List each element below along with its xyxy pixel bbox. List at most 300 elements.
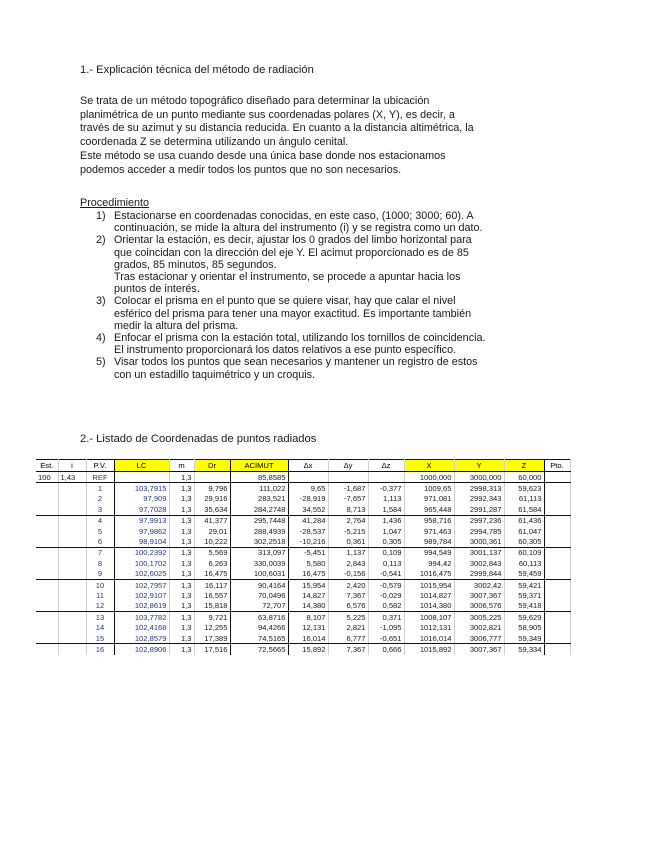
paragraph-line: través de su azimut y su distancia reducida. En cuanto a la distancia altimétrica, la bbox=[80, 122, 474, 135]
table-cell: 1012,131 bbox=[404, 622, 454, 632]
table-cell: 61,113 bbox=[504, 494, 544, 504]
column-header: Δx bbox=[288, 460, 328, 472]
table-cell: 15 bbox=[86, 633, 114, 644]
table-cell: 3002,42 bbox=[454, 579, 504, 590]
table-cell: 7,367 bbox=[328, 644, 368, 655]
table-cell bbox=[544, 579, 570, 590]
table-row bbox=[36, 536, 570, 547]
table-cell: 63,8716 bbox=[230, 612, 288, 623]
step-line: Tras estacionar y orientar el instrumento, se procede a apuntar hacia los bbox=[114, 271, 461, 284]
table-cell: 17,516 bbox=[194, 644, 230, 655]
table-cell bbox=[36, 483, 58, 494]
step-line: que coincidan con la dirección del eje Y. El acimut proporcionado es de 85 bbox=[114, 246, 469, 259]
column-header: Δz bbox=[368, 460, 404, 472]
table-cell bbox=[544, 536, 570, 547]
table-cell: 3000,361 bbox=[454, 536, 504, 547]
procedure-step-2 bbox=[96, 234, 576, 295]
table-cell: 1,3 bbox=[169, 633, 194, 644]
table-cell: 288,4939 bbox=[230, 526, 288, 536]
table-cell: 2,821 bbox=[328, 622, 368, 632]
method-description bbox=[80, 95, 580, 149]
paragraph-line: Este método se usa cuando desde una única base donde nos estacionamos bbox=[80, 150, 446, 162]
table-cell: 29,916 bbox=[194, 494, 230, 504]
table-cell: 1,3 bbox=[169, 515, 194, 526]
step-number: 3) bbox=[96, 295, 106, 308]
table-cell: -0,156 bbox=[328, 569, 368, 580]
table-row bbox=[36, 483, 570, 494]
table-cell: 103,7782 bbox=[114, 612, 169, 623]
table-cell: 16,014 bbox=[288, 633, 328, 644]
table-cell: 295,7448 bbox=[230, 515, 288, 526]
table-row bbox=[36, 558, 570, 568]
table-cell: 100,2392 bbox=[114, 547, 169, 558]
table-cell: 15,818 bbox=[194, 601, 230, 612]
procedure-step-4 bbox=[96, 332, 576, 356]
table-cell: 5,580 bbox=[288, 558, 328, 568]
table-cell bbox=[288, 472, 328, 483]
table-cell: -5,451 bbox=[288, 547, 328, 558]
table-cell: 1016,475 bbox=[404, 569, 454, 580]
step-number: 4) bbox=[96, 332, 106, 345]
table-cell: 4 bbox=[86, 515, 114, 526]
table-cell: 60,305 bbox=[504, 536, 544, 547]
table-cell: 2,843 bbox=[328, 558, 368, 568]
column-header: Z bbox=[504, 460, 544, 472]
table-cell: 13 bbox=[86, 612, 114, 623]
table-cell: 11 bbox=[86, 590, 114, 600]
table-cell: 12 bbox=[86, 601, 114, 612]
table-cell: 9,796 bbox=[194, 483, 230, 494]
table-cell: 59,371 bbox=[504, 590, 544, 600]
table-cell: 102,4168 bbox=[114, 622, 169, 632]
table-cell: 1015,892 bbox=[404, 644, 454, 655]
table-cell: 97,909 bbox=[114, 494, 169, 504]
table-cell: 1014,380 bbox=[404, 601, 454, 612]
table-cell: 0,582 bbox=[368, 601, 404, 612]
table-cell: 3007,367 bbox=[454, 644, 504, 655]
step-line: esférico del prisma para tener una mayor exactitud. Es importante también bbox=[114, 307, 472, 320]
table-cell bbox=[544, 601, 570, 612]
table-cell: -0,579 bbox=[368, 579, 404, 590]
table-cell: 0,113 bbox=[368, 558, 404, 568]
table-cell: 12,131 bbox=[288, 622, 328, 632]
table-cell: 97,9913 bbox=[114, 515, 169, 526]
table-row bbox=[36, 526, 570, 536]
table-cell bbox=[36, 504, 58, 515]
table-cell: 98,9104 bbox=[114, 536, 169, 547]
table-cell: 2,764 bbox=[328, 515, 368, 526]
step-line: con un estadillo taquimétrico y un croquis. bbox=[114, 368, 316, 381]
table-cell: -5,215 bbox=[328, 526, 368, 536]
table-cell bbox=[368, 472, 404, 483]
table-cell bbox=[58, 547, 86, 558]
table-row bbox=[36, 622, 570, 632]
table-row bbox=[36, 590, 570, 600]
table-cell: 5,225 bbox=[328, 612, 368, 623]
table-cell: -0,029 bbox=[368, 590, 404, 600]
table-cell: 1,3 bbox=[169, 536, 194, 547]
table-cell: 102,8579 bbox=[114, 633, 169, 644]
table-cell: 1015,954 bbox=[404, 579, 454, 590]
table-cell: 1,3 bbox=[169, 483, 194, 494]
table-cell: 8,107 bbox=[288, 612, 328, 623]
table-cell: 3000,000 bbox=[454, 472, 504, 483]
table-cell bbox=[544, 558, 570, 568]
table-cell: 60,000 bbox=[504, 472, 544, 483]
table-cell: 59,623 bbox=[504, 483, 544, 494]
table-cell: 3006,576 bbox=[454, 601, 504, 612]
table-cell: 15,954 bbox=[288, 579, 328, 590]
table-cell bbox=[58, 504, 86, 515]
table-cell: 14,827 bbox=[288, 590, 328, 600]
table-cell bbox=[58, 515, 86, 526]
table-cell: 971,081 bbox=[404, 494, 454, 504]
table-cell: 2994,785 bbox=[454, 526, 504, 536]
table-cell: 102,9107 bbox=[114, 590, 169, 600]
table-cell bbox=[544, 483, 570, 494]
table-cell: 2 bbox=[86, 494, 114, 504]
table-cell bbox=[58, 622, 86, 632]
table-cell: 1,3 bbox=[169, 547, 194, 558]
table-cell: 3006,777 bbox=[454, 633, 504, 644]
table-cell bbox=[544, 612, 570, 623]
table-cell: 0,305 bbox=[368, 536, 404, 547]
table-cell: 102,6025 bbox=[114, 569, 169, 580]
coordinates-table bbox=[36, 459, 571, 655]
table-cell: 17,389 bbox=[194, 633, 230, 644]
table-cell: 61,584 bbox=[504, 504, 544, 515]
table-cell: -28,919 bbox=[288, 494, 328, 504]
table-cell bbox=[544, 644, 570, 655]
table-cell: 994,42 bbox=[404, 558, 454, 568]
step-line: Enfocar el prisma con la estación total, utilizando los tornillos de coincidencia. bbox=[114, 332, 486, 345]
table-cell: 3002,843 bbox=[454, 558, 504, 568]
table-cell: 60,113 bbox=[504, 558, 544, 568]
step-line: El instrumento proporcionará los datos relativos a ese punto específico. bbox=[114, 344, 457, 357]
table-cell bbox=[544, 547, 570, 558]
table-cell: 9,65 bbox=[288, 483, 328, 494]
column-header: m bbox=[169, 460, 194, 472]
table-cell: 0,361 bbox=[328, 536, 368, 547]
table-cell bbox=[58, 612, 86, 623]
table-cell: 16,475 bbox=[194, 569, 230, 580]
table-cell: 989,784 bbox=[404, 536, 454, 547]
table-cell: REF bbox=[86, 472, 114, 483]
table-cell bbox=[544, 622, 570, 632]
column-header: Δy bbox=[328, 460, 368, 472]
table-cell: 302,2518 bbox=[230, 536, 288, 547]
table-cell: 16,475 bbox=[288, 569, 328, 580]
table-cell: 1,137 bbox=[328, 547, 368, 558]
table-cell bbox=[36, 612, 58, 623]
table-cell: 2,420 bbox=[328, 579, 368, 590]
procedure-step-3 bbox=[96, 295, 576, 332]
table-cell: 59,629 bbox=[504, 612, 544, 623]
table-cell: 5 bbox=[86, 526, 114, 536]
table-cell bbox=[58, 579, 86, 590]
table-cell bbox=[36, 579, 58, 590]
table-cell: 14,380 bbox=[288, 601, 328, 612]
table-cell: 61,436 bbox=[504, 515, 544, 526]
table-cell: 2991,287 bbox=[454, 504, 504, 515]
table-cell bbox=[544, 504, 570, 515]
table-cell bbox=[58, 644, 86, 655]
paragraph-line: planimétrica de un punto mediante sus coordenadas polares (X, Y), es decir, a bbox=[80, 108, 455, 121]
table-cell: 41,377 bbox=[194, 515, 230, 526]
table-cell: 1,436 bbox=[368, 515, 404, 526]
table-row bbox=[36, 579, 570, 590]
paragraph-line: podemos acceder a medir todos los puntos que no son necesarios. bbox=[80, 163, 402, 176]
table-header-row bbox=[36, 460, 570, 472]
table-cell: 971,463 bbox=[404, 526, 454, 536]
column-header: ACIMUT bbox=[230, 460, 288, 472]
table-cell bbox=[328, 472, 368, 483]
table-cell: -7,657 bbox=[328, 494, 368, 504]
table-cell: 1,43 bbox=[58, 472, 86, 483]
procedure-step-1 bbox=[96, 210, 576, 234]
table-cell: 1,3 bbox=[169, 601, 194, 612]
table-cell bbox=[36, 547, 58, 558]
column-header: Est. bbox=[36, 460, 58, 472]
table-cell: -0,651 bbox=[368, 633, 404, 644]
table-row bbox=[36, 547, 570, 558]
table-cell: 59,349 bbox=[504, 633, 544, 644]
table-cell: 3002,821 bbox=[454, 622, 504, 632]
table-cell bbox=[36, 590, 58, 600]
table-cell: 59,459 bbox=[504, 569, 544, 580]
table-cell bbox=[544, 526, 570, 536]
table-cell bbox=[114, 472, 169, 483]
table-row bbox=[36, 633, 570, 644]
table-cell bbox=[58, 558, 86, 568]
section-2-title: 2.- Listado de Coordenadas de puntos radiados bbox=[80, 433, 317, 445]
table-row bbox=[36, 601, 570, 612]
column-header: X bbox=[404, 460, 454, 472]
table-cell: 100,1702 bbox=[114, 558, 169, 568]
table-cell bbox=[36, 494, 58, 504]
column-header: LC bbox=[114, 460, 169, 472]
table-cell: 2998,313 bbox=[454, 483, 504, 494]
table-cell: 6,777 bbox=[328, 633, 368, 644]
procedure-step-5 bbox=[96, 356, 576, 380]
column-header: i bbox=[58, 460, 86, 472]
step-line: grados, 85 minutos, 85 segundos. bbox=[114, 258, 277, 271]
table-cell bbox=[58, 569, 86, 580]
table-cell: 1,3 bbox=[169, 569, 194, 580]
table-cell: 10,222 bbox=[194, 536, 230, 547]
table-row bbox=[36, 515, 570, 526]
table-cell bbox=[36, 622, 58, 632]
table-cell bbox=[544, 494, 570, 504]
table-cell bbox=[58, 494, 86, 504]
table-cell: -1,687 bbox=[328, 483, 368, 494]
table-cell bbox=[36, 558, 58, 568]
column-header: Dr bbox=[194, 460, 230, 472]
table-cell: 0,666 bbox=[368, 644, 404, 655]
table-cell: 1,3 bbox=[169, 644, 194, 655]
table-cell: 958,716 bbox=[404, 515, 454, 526]
method-usage bbox=[80, 150, 580, 177]
table-cell: 59,334 bbox=[504, 644, 544, 655]
table-cell bbox=[58, 483, 86, 494]
step-line: Estacionarse en coordenadas conocidas, en este caso, (1000; 3000; 60). A bbox=[114, 210, 474, 222]
table-cell: 1,3 bbox=[169, 472, 194, 483]
table-cell bbox=[544, 569, 570, 580]
table-cell bbox=[36, 569, 58, 580]
table-row bbox=[36, 569, 570, 580]
table-cell: 3007,367 bbox=[454, 590, 504, 600]
table-cell: 283,521 bbox=[230, 494, 288, 504]
table-cell: 41,284 bbox=[288, 515, 328, 526]
table-cell: 5,569 bbox=[194, 547, 230, 558]
table-cell: 1,3 bbox=[169, 622, 194, 632]
table-cell: 10 bbox=[86, 579, 114, 590]
table-cell: 2999,844 bbox=[454, 569, 504, 580]
step-line: puntos de interés. bbox=[114, 283, 200, 296]
step-line: Orientar la estación, es decir, ajustar los 0 grados del limbo horizontal para bbox=[114, 234, 472, 247]
step-line: Visar todos los puntos que sean necesarios y mantener un registro de estos bbox=[114, 356, 478, 369]
paragraph-line: coordenada Z se determina utilizando un ángulo cenital. bbox=[80, 135, 349, 148]
table-cell: 14 bbox=[86, 622, 114, 632]
table-row bbox=[36, 644, 570, 655]
table-cell: 103,7915 bbox=[114, 483, 169, 494]
table-cell: 3 bbox=[86, 504, 114, 515]
table-cell: 3005,225 bbox=[454, 612, 504, 623]
table-cell bbox=[544, 472, 570, 483]
table-cell: 0,109 bbox=[368, 547, 404, 558]
table-cell: 6,263 bbox=[194, 558, 230, 568]
table-cell: 100,6031 bbox=[230, 569, 288, 580]
table-cell: 90,4164 bbox=[230, 579, 288, 590]
table-cell: 102,7957 bbox=[114, 579, 169, 590]
section-1-title: 1.- Explicación técnica del método de radiación bbox=[80, 64, 314, 76]
table-cell bbox=[36, 526, 58, 536]
table-cell bbox=[58, 536, 86, 547]
table-cell: 16,557 bbox=[194, 590, 230, 600]
table-cell: 16,117 bbox=[194, 579, 230, 590]
table-cell: 1009,65 bbox=[404, 483, 454, 494]
table-cell: 70,0496 bbox=[230, 590, 288, 600]
table-cell: 313,097 bbox=[230, 547, 288, 558]
table-cell: 72,5665 bbox=[230, 644, 288, 655]
table-cell bbox=[544, 515, 570, 526]
table-cell: 330,0039 bbox=[230, 558, 288, 568]
table-cell: 72,707 bbox=[230, 601, 288, 612]
table-cell bbox=[36, 633, 58, 644]
table-cell: 1,3 bbox=[169, 612, 194, 623]
table-cell: 12,255 bbox=[194, 622, 230, 632]
table-cell bbox=[58, 633, 86, 644]
table-cell: 1000,000 bbox=[404, 472, 454, 483]
step-line: medir la altura del prisma. bbox=[114, 319, 239, 332]
column-header: Pto. bbox=[544, 460, 570, 472]
table-cell: 111,022 bbox=[230, 483, 288, 494]
step-line: continuación, se mide la altura del instrumento (i) y se registra como un dato. bbox=[114, 222, 483, 235]
table-cell: 15,892 bbox=[288, 644, 328, 655]
table-cell: 8 bbox=[86, 558, 114, 568]
table-cell: 0,371 bbox=[368, 612, 404, 623]
table-cell: 1016,014 bbox=[404, 633, 454, 644]
table-row bbox=[36, 494, 570, 504]
table-cell: 7 bbox=[86, 547, 114, 558]
table-cell: 1,3 bbox=[169, 558, 194, 568]
column-header: P.V. bbox=[86, 460, 114, 472]
table-cell bbox=[58, 601, 86, 612]
table-cell: -0,377 bbox=[368, 483, 404, 494]
table-cell: 34,552 bbox=[288, 504, 328, 515]
table-cell: 7,367 bbox=[328, 590, 368, 600]
table-cell: 1008,107 bbox=[404, 612, 454, 623]
table-cell: 1,113 bbox=[368, 494, 404, 504]
table-cell: 1,3 bbox=[169, 494, 194, 504]
column-header: Y bbox=[454, 460, 504, 472]
table-cell: -1,095 bbox=[368, 622, 404, 632]
table-row bbox=[36, 504, 570, 515]
table-cell: 97,9862 bbox=[114, 526, 169, 536]
table-cell: 965,448 bbox=[404, 504, 454, 515]
table-cell bbox=[58, 590, 86, 600]
table-cell: 61,047 bbox=[504, 526, 544, 536]
table-cell: 58,905 bbox=[504, 622, 544, 632]
table-cell: 9 bbox=[86, 569, 114, 580]
table-cell: 1,3 bbox=[169, 526, 194, 536]
table-cell: 1,3 bbox=[169, 579, 194, 590]
table-cell: 1 bbox=[86, 483, 114, 494]
table-cell: 6 bbox=[86, 536, 114, 547]
table-cell bbox=[544, 590, 570, 600]
table-cell: 102,8906 bbox=[114, 644, 169, 655]
table-row bbox=[36, 612, 570, 623]
table-cell bbox=[58, 526, 86, 536]
table-cell: 3001,137 bbox=[454, 547, 504, 558]
step-number: 1) bbox=[96, 210, 106, 222]
step-number: 2) bbox=[96, 234, 106, 247]
step-number: 5) bbox=[96, 356, 106, 369]
table-cell: 59,421 bbox=[504, 579, 544, 590]
table-cell: -10,216 bbox=[288, 536, 328, 547]
table-cell: 9,721 bbox=[194, 612, 230, 623]
table-cell: 60,109 bbox=[504, 547, 544, 558]
table-cell: 29,01 bbox=[194, 526, 230, 536]
table-cell: 102,8619 bbox=[114, 601, 169, 612]
table-cell: 85,8585 bbox=[230, 472, 288, 483]
table-row bbox=[36, 472, 570, 483]
table-cell: 6,576 bbox=[328, 601, 368, 612]
paragraph-line: Se trata de un método topográfico diseñado para determinar la ubicación bbox=[80, 95, 430, 107]
table-cell: 59,418 bbox=[504, 601, 544, 612]
table-cell: -0,541 bbox=[368, 569, 404, 580]
step-line: Colocar el prisma en el punto que se quiere visar, hay que calar el nivel bbox=[114, 295, 456, 308]
table-cell: 97,7028 bbox=[114, 504, 169, 515]
table-cell bbox=[36, 601, 58, 612]
table-cell: 284,2748 bbox=[230, 504, 288, 515]
table-cell: 16 bbox=[86, 644, 114, 655]
table-cell: 994,549 bbox=[404, 547, 454, 558]
table-cell: 94,4266 bbox=[230, 622, 288, 632]
table-cell bbox=[36, 515, 58, 526]
table-cell bbox=[36, 644, 58, 655]
table-cell: 1,047 bbox=[368, 526, 404, 536]
table-cell: 74,5165 bbox=[230, 633, 288, 644]
table-cell: 1014,827 bbox=[404, 590, 454, 600]
procedure-heading: Procedimiento bbox=[80, 197, 150, 209]
table-cell: 1,3 bbox=[169, 590, 194, 600]
table-cell: 1,3 bbox=[169, 504, 194, 515]
table-cell: 1,584 bbox=[368, 504, 404, 515]
table-cell: 2997,236 bbox=[454, 515, 504, 526]
table-cell: 8,713 bbox=[328, 504, 368, 515]
table-cell: 2992,343 bbox=[454, 494, 504, 504]
